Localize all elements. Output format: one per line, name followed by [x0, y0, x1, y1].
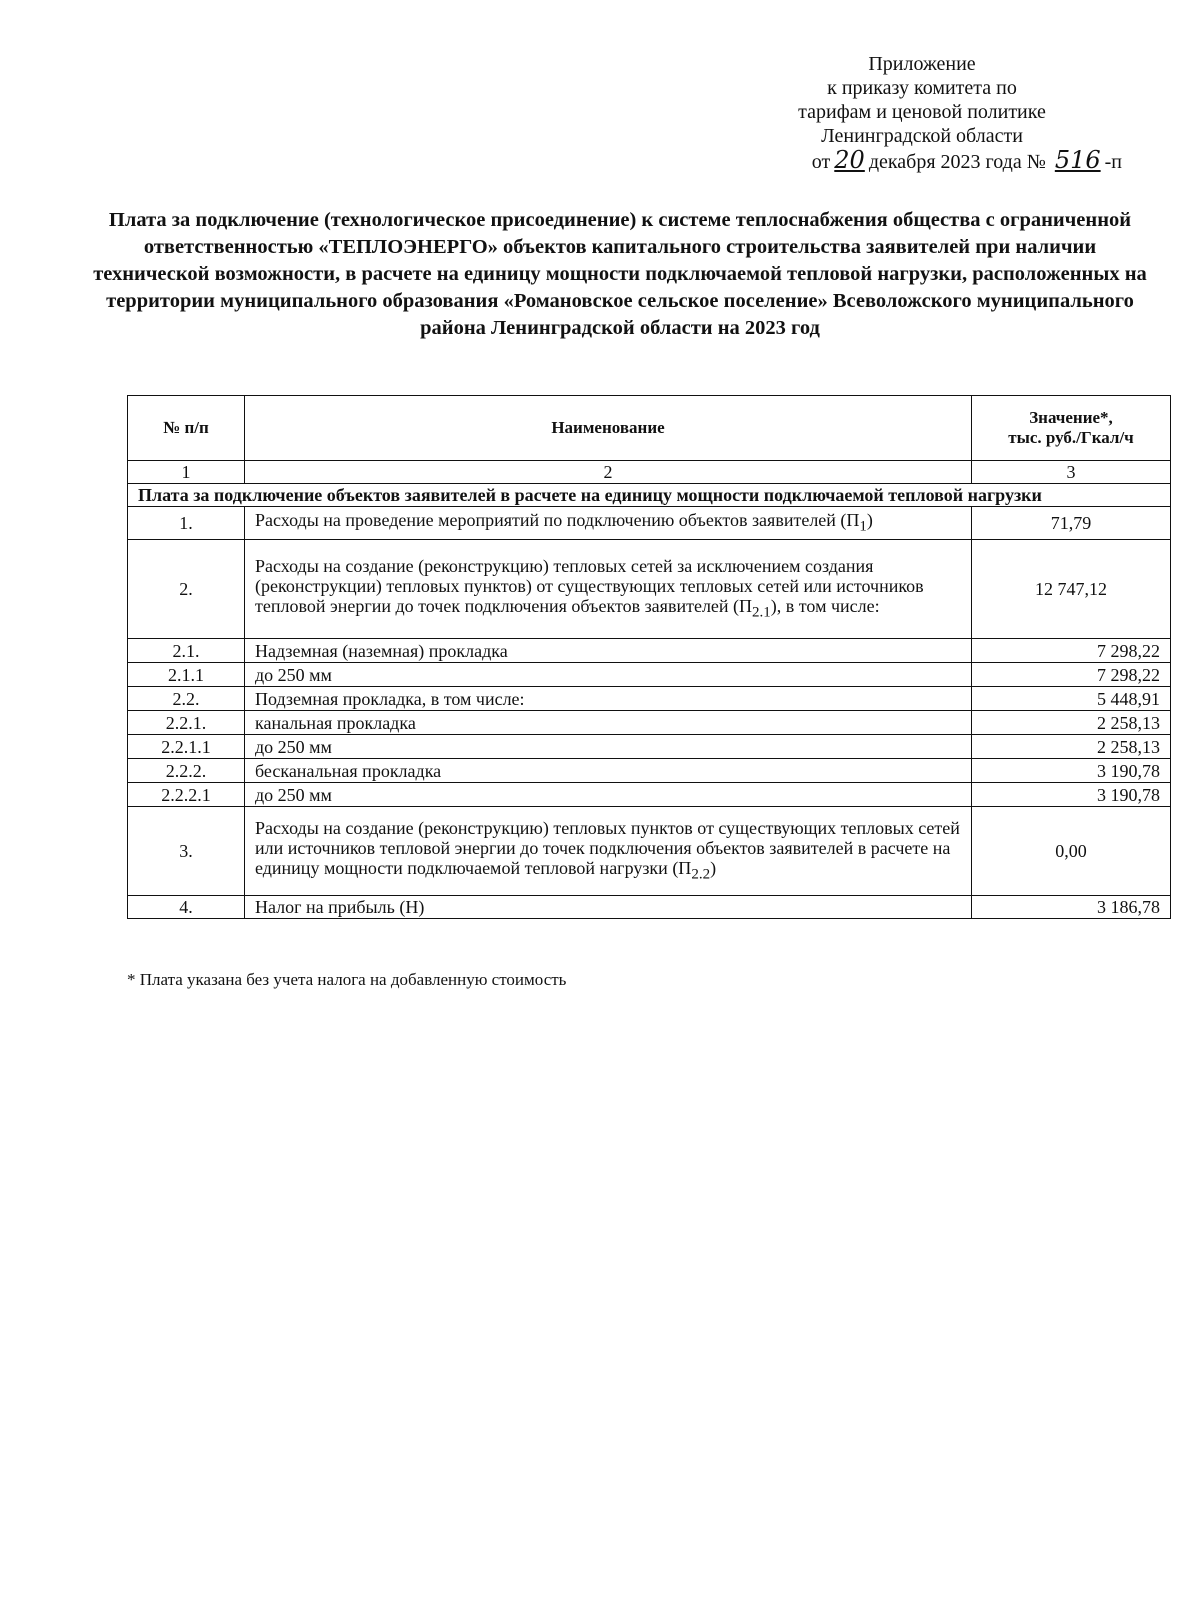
row-value: 2 258,13: [972, 735, 1171, 759]
row-name: Надземная (наземная) прокладка: [245, 639, 972, 663]
tariff-table: [127, 395, 1171, 919]
table-row: [128, 663, 1171, 687]
row-name: канальная прокладка: [245, 711, 972, 735]
table-row: [128, 759, 1171, 783]
table-row: [128, 687, 1171, 711]
date-prefix: от: [811, 151, 831, 173]
document-title: Плата за подключение (технологическое присоединение) к системе теплоснабжения общества с ограниченной ответственностью «ТЕПЛОЭНЕРГО» объектов капитального строительства заявителей при наличии технической возможности, в расчете на единицу мощности подключаемой тепловой нагрузки, расположенных на территории муниципального образования «Романовское сельское поселение» Всеволожского муниципального района Ленинградской области на 2023 год: [93, 209, 1147, 339]
row-num: 4.: [128, 896, 245, 919]
appendix-line-3: тарифам и ценовой политике: [798, 101, 1046, 123]
row-value: 12 747,12: [972, 540, 1171, 639]
row-num: 1.: [128, 507, 245, 540]
table-row: [128, 507, 1171, 540]
row-name: [245, 807, 972, 896]
row-name-sub: 2.1: [752, 604, 771, 621]
row-value: 71,79: [972, 507, 1171, 540]
row-name-text: Расходы на создание (реконструкцию) тепловых пунктов от существующих тепловых сетей или источников тепловой энергии до точек подключения объектов заявителей в расчете на единицу мощности подключаемой тепловой нагрузки (П: [255, 817, 960, 878]
handwritten-order-number: 516: [1054, 146, 1101, 174]
row-num: 2.2.2.1: [128, 783, 245, 807]
appendix-line-1: Приложение: [868, 53, 976, 75]
row-value: 3 186,78: [972, 896, 1171, 919]
header-value-line2: тыс. руб./Гкал/ч: [1008, 428, 1134, 447]
table-header-row: [128, 396, 1171, 461]
row-value: 2 258,13: [972, 711, 1171, 735]
row-value: 7 298,22: [972, 663, 1171, 687]
order-suffix: -п: [1104, 151, 1122, 173]
appendix-header: [722, 52, 1122, 174]
index-cell: 1: [128, 461, 245, 484]
row-value: 5 448,91: [972, 687, 1171, 711]
row-num: 2.1.: [128, 639, 245, 663]
table-row: [128, 639, 1171, 663]
header-value-line1: Значение*,: [1029, 408, 1113, 427]
row-num: 2.: [128, 540, 245, 639]
section-title: Плата за подключение объектов заявителей в расчете на единицу мощности подключаемой тепловой нагрузки: [128, 484, 1171, 507]
appendix-date-line: [722, 148, 1122, 174]
table-row: [128, 540, 1171, 639]
footnote: * Плата указана без учета налога на добавленную стоимость: [127, 970, 567, 989]
table-row: [128, 711, 1171, 735]
date-middle: декабря 2023 года №: [868, 151, 1046, 173]
handwritten-day: 20: [834, 146, 865, 174]
column-index-row: [128, 461, 1171, 484]
row-name-sub: 2.2: [691, 866, 711, 883]
row-num: 2.2.1.: [128, 711, 245, 735]
appendix-line-2: к приказу комитета по: [827, 77, 1017, 99]
row-num: 3.: [128, 807, 245, 896]
row-name: Налог на прибыль (Н): [245, 896, 972, 919]
row-name: [245, 507, 972, 540]
header-name: Наименование: [245, 396, 972, 461]
row-name-sub: 1: [859, 518, 867, 535]
row-value: 0,00: [972, 807, 1171, 896]
header-value: [972, 396, 1171, 461]
row-value: 3 190,78: [972, 783, 1171, 807]
row-name: Подземная прокладка, в том числе:: [245, 687, 972, 711]
table-row: [128, 735, 1171, 759]
row-name: бесканальная прокладка: [245, 759, 972, 783]
appendix-line-4: Ленинградской области: [821, 125, 1023, 147]
row-num: 2.2.1.1: [128, 735, 245, 759]
row-name: до 250 мм: [245, 663, 972, 687]
row-num: 2.1.1: [128, 663, 245, 687]
row-num: 2.2.: [128, 687, 245, 711]
index-cell: 3: [972, 461, 1171, 484]
row-name: до 250 мм: [245, 783, 972, 807]
index-cell: 2: [245, 461, 972, 484]
table-row: [128, 896, 1171, 919]
row-num: 2.2.2.: [128, 759, 245, 783]
section-title-row: [128, 484, 1171, 507]
header-num: № п/п: [128, 396, 245, 461]
row-name: до 250 мм: [245, 735, 972, 759]
row-name-tail: ): [866, 509, 873, 530]
row-name-tail: ): [710, 857, 717, 878]
row-value: 7 298,22: [972, 639, 1171, 663]
row-name-text: Расходы на создание (реконструкцию) тепловых сетей за исключением создания (реконструкции) тепловых пунктов) от существующих тепловых сетей или источников тепловой энергии до точек подключения объектов заявителей (П: [255, 555, 924, 616]
table-row: [128, 783, 1171, 807]
row-name: [245, 540, 972, 639]
row-name-tail: ), в том числе:: [770, 595, 880, 616]
row-name-text: Расходы на проведение мероприятий по подключению объектов заявителей (П: [255, 509, 860, 530]
row-value: 3 190,78: [972, 759, 1171, 783]
table-row: [128, 807, 1171, 896]
